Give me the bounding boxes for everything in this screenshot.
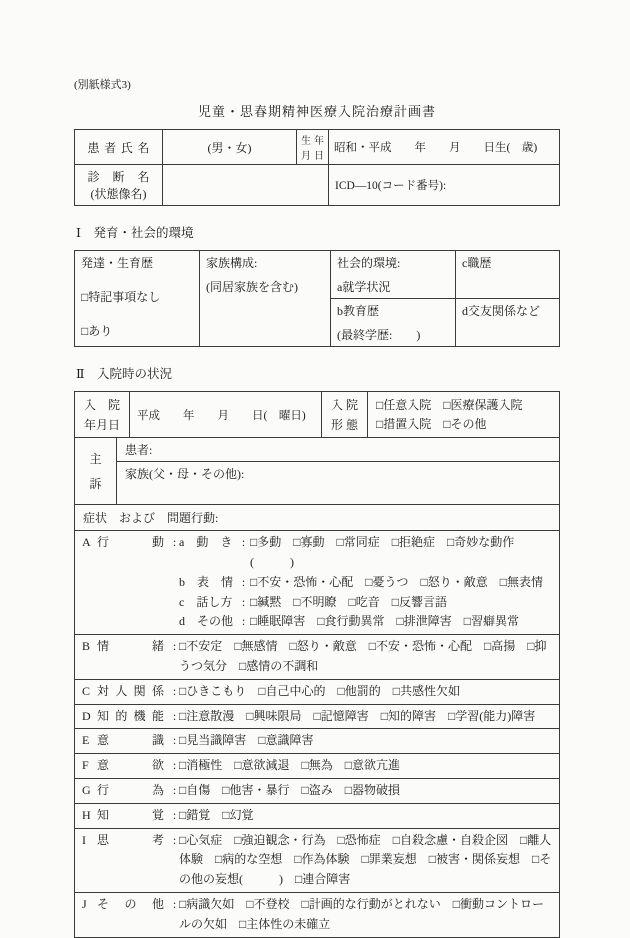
symptom-row-label — [82, 707, 179, 727]
patient-name-label: 患者氏名 — [87, 140, 150, 155]
symptom-row-category: 意識 — [97, 733, 164, 748]
symptom-row-options: □ひきこもり □自己中心的 □他罰的 □共感性欠如 — [179, 683, 460, 698]
admission-row — [75, 392, 559, 438]
symptom-row-letter: C — [82, 683, 91, 698]
symptom-row-G — [75, 779, 559, 804]
symptom-row-category: 対人関係 — [97, 683, 164, 698]
patient-name-cell — [75, 130, 163, 165]
environment-row-top — [75, 251, 560, 299]
symptom-row-options: □心気症 □強迫観念・行為 □恐怖症 □自殺念慮・自殺企図 □離人体験 □病的な空想 □作為体験 □罪業妄想 □被害・関係妄想 □その他の妄想( ) □連合障害 — [179, 832, 552, 887]
admission-form-options-line1: □任意入院 □医療保護入院 — [376, 398, 523, 412]
admission-form-options — [368, 392, 559, 437]
chief-complaint-body — [117, 438, 559, 504]
subline-label: a 動 き — [179, 535, 233, 550]
symptom-row-E — [75, 729, 559, 754]
symptom-row-category: 情緒 — [97, 639, 164, 654]
colon-separator: : — [172, 807, 177, 822]
symptom-row-category: その他 — [97, 896, 164, 911]
colon-separator: : — [172, 639, 177, 654]
form-sheet — [74, 76, 560, 938]
symptom-row-B — [75, 635, 559, 680]
admission-form-label-line2: 形態 — [331, 418, 358, 433]
symptom-row-letter: J — [82, 896, 87, 911]
symptom-row-H — [75, 804, 559, 829]
symptom-row-label — [82, 682, 179, 702]
symptom-row-options: □錯覚 □幻覚 — [179, 807, 254, 822]
symptom-row-label — [82, 756, 179, 776]
diagnosis-sublabel: (状態像名) — [90, 187, 147, 201]
admission-date-label-line2: 年月日 — [84, 418, 121, 433]
colon-separator: : — [241, 574, 246, 589]
colon-separator: : — [172, 758, 177, 773]
chief-complaint-family: 家族(父・母・その他): — [125, 467, 245, 482]
symptom-row-options — [179, 533, 552, 632]
colon-separator: : — [241, 535, 246, 550]
social-environment-title: 社会的環境: — [337, 256, 401, 270]
development-history-cell — [75, 251, 200, 347]
colon-separator: : — [172, 683, 177, 698]
diagnosis-label-cell — [75, 165, 163, 206]
form-annotation: (別紙様式3) — [74, 79, 131, 91]
symptom-row-options: □自傷 □他害・暴行 □盗み □器物破損 — [179, 782, 400, 797]
symptom-row-category: 知的機能 — [97, 708, 164, 723]
education-history-cell — [331, 299, 456, 347]
chief-complaint-label-char1: 主 — [89, 452, 102, 467]
subline-label: b 表 情 — [179, 574, 234, 589]
work-history-label: c職歴 — [462, 256, 492, 270]
symptom-subline-expression — [179, 573, 552, 593]
colon-separator: : — [241, 594, 246, 609]
symptom-row-options: □病識欠如 □不登校 □計画的な行動がとれない □衝動コントロールの欠如 □主体性の未確立 — [179, 896, 544, 931]
symptom-row-options: □注意散漫 □興味限局 □記憶障害 □知的障害 □学習(能力)障害 — [179, 708, 536, 723]
admission-form-label — [322, 392, 368, 437]
gender-label: (男・女) — [207, 140, 252, 155]
symptom-row-label — [82, 831, 179, 890]
symptom-row-category: 行動 — [97, 535, 164, 550]
admission-form-label-line1: 入院 — [331, 398, 358, 413]
admission-form-options-line2: □措置入院 □その他 — [376, 416, 487, 431]
friendship-cell — [456, 299, 560, 347]
page-title: 児童・思春期精神医療入院治療計画書 — [197, 104, 436, 119]
admission-date-label-line1: 入院 — [84, 398, 120, 413]
diagnosis-value-cell — [163, 165, 329, 206]
symptom-subline-speech — [179, 593, 552, 613]
development-option-yes: □あり — [81, 324, 113, 338]
symptom-row-D — [75, 705, 559, 730]
colon-separator: : — [172, 535, 177, 550]
admission-date-value: 平成 年 月 日( 曜日) — [130, 392, 322, 437]
symptom-row-category: 思考 — [97, 832, 164, 847]
symptom-row-options: □見当識障害 □意識障害 — [179, 733, 314, 748]
symptom-row-A — [75, 531, 559, 635]
patient-row — [75, 130, 560, 165]
birth-date-label-cell — [297, 130, 329, 165]
symptom-row-F — [75, 754, 559, 779]
colon-separator: : — [172, 782, 177, 797]
chief-complaint-patient: 患者: — [117, 438, 559, 462]
birth-label-line2: 月日 — [301, 151, 324, 162]
symptom-row-label — [82, 806, 179, 826]
family-structure-cell — [200, 251, 331, 347]
subline-label: c 話し方 — [179, 594, 233, 609]
symptom-row-letter: E — [82, 733, 90, 748]
subline-label: d その他 — [179, 614, 234, 629]
friendship-label: d交友関係など — [462, 304, 541, 318]
school-status-label: a就学状況 — [337, 280, 391, 294]
symptom-subline-other — [179, 612, 552, 632]
symptom-subline-movement — [179, 533, 552, 573]
family-structure-note: (同居家族を含む) — [206, 280, 298, 294]
development-option-none: □特記事項なし — [81, 290, 161, 304]
patient-info-table — [74, 129, 560, 206]
symptom-row-options: □不安定 □無感情 □怒り・敵意 □不安・恐怖・心配 □高揚 □抑うつ気分 □感情の不調和 — [179, 639, 547, 673]
symptoms-header: 症状 および 問題行動: — [75, 505, 559, 531]
chief-complaint-label — [75, 438, 117, 504]
symptom-row-category: 意欲 — [97, 758, 164, 773]
symptom-row-letter: B — [82, 639, 91, 654]
work-history-cell — [456, 251, 560, 299]
symptom-row-I — [75, 829, 559, 893]
social-environment-cell — [331, 251, 456, 299]
symptom-row-category: 知覚 — [97, 807, 164, 822]
admission-date-label — [75, 392, 130, 437]
family-structure-title: 家族構成: — [206, 256, 258, 270]
admission-status-table — [74, 391, 560, 938]
colon-separator: : — [172, 896, 177, 911]
final-education-label: (最終学歴: ) — [337, 328, 421, 342]
environment-table — [74, 250, 560, 347]
symptom-row-letter: G — [82, 782, 91, 797]
colon-separator: : — [172, 733, 177, 748]
symptom-row-label — [82, 781, 179, 801]
symptom-row-letter: F — [82, 758, 89, 773]
patient-gender-cell — [163, 130, 297, 165]
symptom-row-letter: A — [82, 535, 91, 550]
birth-date-value-cell: 昭和・平成 年 月 日生( 歳) — [329, 130, 560, 165]
symptom-row-label — [82, 533, 179, 632]
subline-options: □緘黙 □不明瞭 □吃音 □反響言語 — [250, 594, 447, 609]
subline-options: □不安・恐怖・心配 □憂うつ □怒り・敵意 □無表情 — [250, 574, 543, 589]
diagnosis-label: 診断名 — [87, 170, 150, 184]
subline-options: □多動 □寡動 □常同症 □拒絶症 □奇妙な動作( ) — [250, 535, 515, 569]
chief-complaint-label-char2: 訴 — [89, 477, 102, 492]
development-history-title: 発達・生育歴 — [81, 256, 154, 270]
chief-complaint-row — [75, 438, 559, 505]
icd-code-cell: ICD—10(コード番号): — [329, 165, 560, 206]
diagnosis-row — [75, 165, 560, 206]
symptom-row-label — [82, 637, 179, 677]
symptom-row-label — [82, 731, 179, 751]
subline-options: □睡眠障害 □食行動異常 □排泄障害 □習癖異常 — [250, 614, 519, 629]
symptom-row-letter: D — [82, 708, 91, 723]
colon-separator: : — [172, 832, 177, 847]
symptom-row-options: □消極性 □意欲減退 □無為 □意欲亢進 — [179, 758, 400, 773]
colon-separator: : — [172, 708, 177, 723]
symptom-row-J — [75, 893, 559, 937]
section1-heading: Ⅰ 発育・社会的環境 — [76, 226, 194, 240]
symptom-row-category: 行為 — [97, 782, 164, 797]
symptom-row-letter: I — [82, 832, 86, 847]
symptom-row-letter: H — [82, 807, 91, 822]
section2-heading: Ⅱ 入院時の状況 — [76, 367, 172, 381]
birth-label-line1: 生年 — [301, 136, 324, 147]
colon-separator: : — [241, 614, 246, 629]
symptom-row-C — [75, 680, 559, 705]
education-history-label: b教育歴 — [337, 304, 380, 318]
symptom-row-label — [82, 895, 179, 935]
